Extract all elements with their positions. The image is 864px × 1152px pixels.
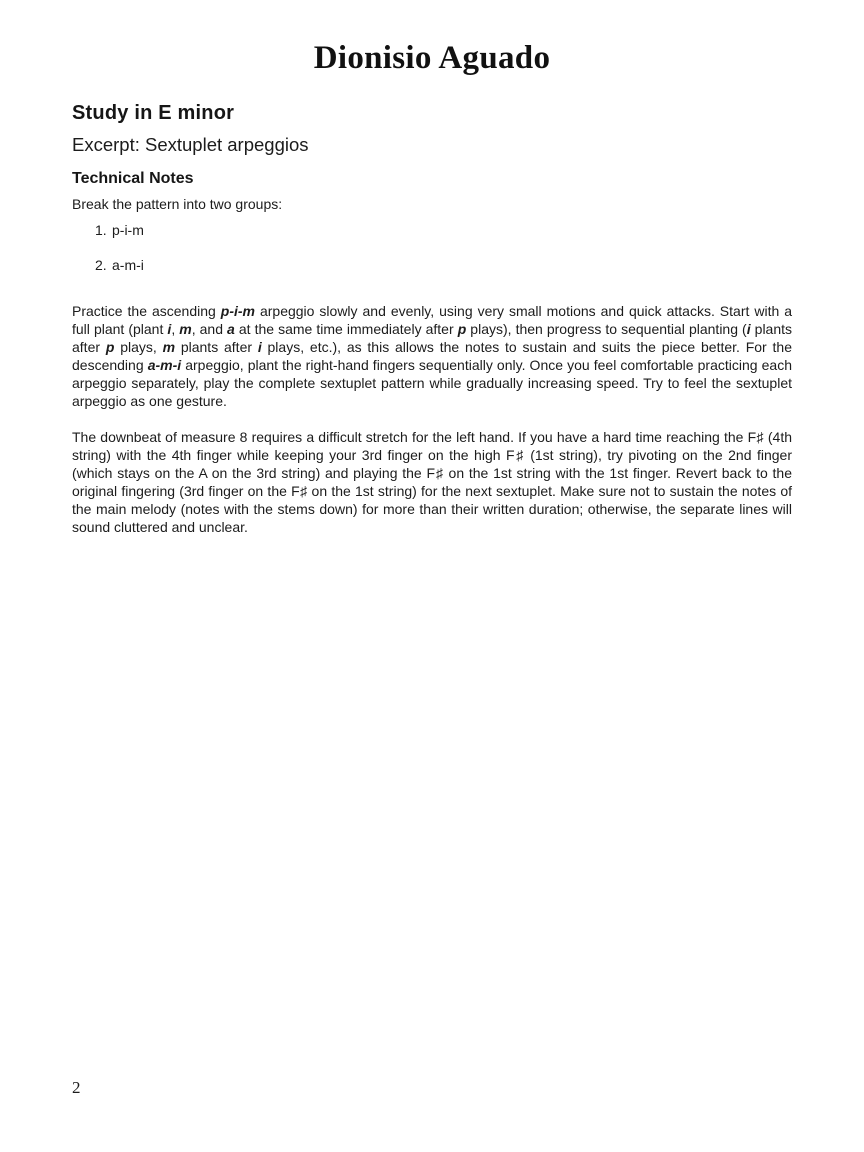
- page-number: 2: [72, 1078, 81, 1097]
- list-item: [72, 221, 792, 239]
- technical-notes-heading: Technical Notes: [72, 170, 194, 188]
- composer-title: Dionisio Aguado: [313, 40, 551, 76]
- list-number: 2.: [95, 256, 107, 273]
- practice-paragraph: Practice the ascending p-i-m arpeggio slowly and evenly, using very small motions and quick attacks. Start with a full plant (plant i, m, and a at the same time immediately after p plays), then progress to sequential planting (i plants after p plays, m plants after i plays, etc.), as this allows the notes to sustain and suits the piece better. For the descending a-m-i arpeggio, plant the right-hand fingers sequentially only. Once you feel comfortable practicing each arpeggio separately, play the complete sextuplet pattern while gradually increasing speed. Try to feel the sextuplet arpeggio as one gesture.: [72, 302, 793, 409]
- intro-text: Break the pattern into two groups:: [72, 195, 283, 212]
- excerpt-subheading: Excerpt: Sextuplet arpeggios: [72, 133, 309, 155]
- list-text: a-m-i: [112, 256, 144, 273]
- stretch-paragraph: The downbeat of measure 8 requires a difficult stretch for the left hand. If you have a hard time reaching the F♯ (4th string) with the 4th finger while keeping your 3rd finger on the high F♯ (1st string), try pivoting on the 2nd finger (which stays on the A on the 3rd string) and playing the F♯ on the 1st string with the 1st finger. Revert back to the original fingering (3rd finger on the F♯ on the 1st string) for the next sextuplet. Make sure not to sustain the notes of the main melody (notes with the stems down) for more than their written duration; otherwise, the separate lines will sound cluttered and unclear.: [72, 428, 792, 535]
- pattern-list: [72, 221, 792, 274]
- piece-heading: Study in E minor: [72, 101, 235, 124]
- list-number: 1.: [95, 221, 107, 238]
- list-item: [72, 256, 792, 274]
- list-text: p-i-m: [112, 221, 144, 238]
